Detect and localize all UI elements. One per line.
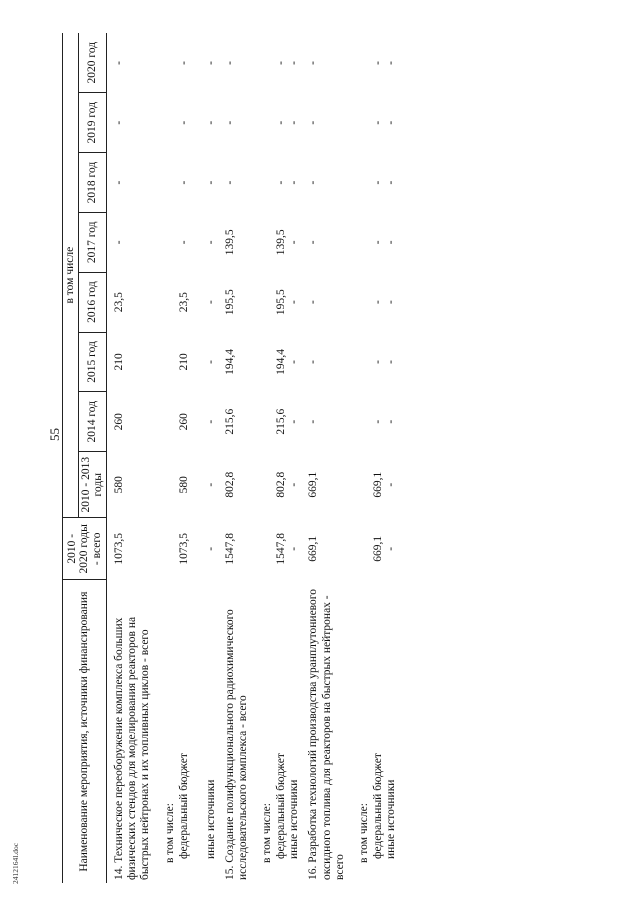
row-value: - [307,419,320,424]
row-value: 669,1 [307,471,320,498]
table-body [106,33,398,883]
row-value: - [307,300,320,305]
row-empty-cell [348,392,372,452]
table-row [275,33,288,883]
row-value: - [204,360,217,364]
row-name: 16. Разработка технологий производства уранплутониевого оксидного топлива для реакторов на быстрых нейтронах - всего [307,589,346,880]
row-name: федеральный бюджет [275,753,288,859]
row-empty-cell [251,392,275,452]
footer-document-code: 2412164l.doc [11,842,20,884]
row-empty-cell [154,33,178,93]
row-value: - [372,61,385,65]
row-value: 139,5 [223,229,236,256]
row-empty-cell [348,332,372,392]
row-value: - [204,419,217,424]
row-value: - [385,546,398,551]
row-value: - [385,360,398,364]
row-empty-cell [348,452,372,518]
table-row [178,33,191,883]
header-name: Наименование мероприятия, источники финансирования [63,580,107,883]
row-value: - [385,120,398,125]
row-name: 14. Техническое переоборужение комплекса больших физических стендов для моделирования реакторов на быстрых нейтронах и их топливных циклов - всего [112,616,152,880]
row-value: 1547,8 [275,532,288,565]
row-empty-cell [348,518,372,580]
row-value: - [177,61,190,65]
table-row [218,33,251,883]
row-name: федеральный бюджет [372,753,385,859]
header-period: 2010 - 2013 годы [78,452,106,518]
row-value: 260 [112,413,125,431]
row-value: 195,5 [275,289,288,316]
financing-table [62,33,398,883]
row-value: - [372,180,385,185]
row-name: в том числе: [358,803,371,863]
row-empty-cell [348,212,372,272]
row-value: - [112,120,125,125]
row-value: - [204,61,217,65]
row-value: 210 [177,353,190,371]
row-value: - [372,419,385,424]
row-value: - [112,240,125,245]
row-value: - [385,419,398,424]
row-value: - [275,61,288,65]
row-empty-cell [348,153,372,213]
row-value: 215,6 [275,408,288,435]
row-name: федеральный бюджет [177,753,190,859]
row-name: 15. Создание полифункционального радиохимического исследовательского комплекса - всего [223,609,250,880]
header-period: 2015 год [78,332,106,392]
row-name: иные источники [385,779,398,859]
row-empty-cell [251,332,275,392]
row-value: - [288,61,301,65]
row-value: - [204,546,217,551]
row-value: 215,6 [223,408,236,435]
row-value: - [223,180,236,185]
table-row [154,33,178,883]
table-header [63,33,107,883]
header-period: 2018 год [78,153,106,213]
row-value: 194,4 [275,348,288,375]
table-row [251,33,275,883]
row-empty-cell [251,33,275,93]
row-value: 669,1 [372,471,385,498]
table-row [385,33,398,883]
row-value: - [112,180,125,185]
row-value: 23,5 [177,292,190,313]
row-value: - [372,300,385,305]
table-row [191,33,218,883]
header-period: 2016 год [78,272,106,332]
row-empty-cell [348,33,372,93]
row-empty-cell [154,518,178,580]
row-value: - [288,240,301,245]
row-value: - [288,180,301,185]
header-period: 2017 год [78,212,106,272]
row-value: - [385,300,398,305]
table-row [372,33,385,883]
row-value: - [385,61,398,65]
row-value: - [204,240,217,245]
row-value: 669,1 [307,535,320,562]
row-empty-cell [251,452,275,518]
row-empty-cell [251,518,275,580]
row-value: - [372,240,385,245]
row-value: - [288,482,301,487]
row-empty-cell [154,93,178,153]
row-empty-cell [251,212,275,272]
row-value: - [177,180,190,185]
row-value: - [223,61,236,65]
table-row [288,33,301,883]
row-value: - [307,180,320,185]
row-value: - [372,120,385,125]
row-value: - [275,180,288,185]
row-value: - [223,120,236,125]
row-value: 580 [177,476,190,494]
row-empty-cell [348,272,372,332]
row-value: - [275,120,288,125]
row-value: - [288,546,301,551]
row-empty-cell [154,452,178,518]
row-value: 1073,5 [177,532,190,565]
row-value: - [177,120,190,125]
row-value: - [288,120,301,125]
row-value: - [372,360,385,364]
row-name: в том числе: [163,803,176,863]
row-value: - [385,482,398,487]
row-value: 802,8 [275,471,288,498]
row-value: 802,8 [223,471,236,498]
row-value: - [385,240,398,245]
row-empty-cell [154,392,178,452]
header-in-that-number: в том числе [63,33,79,518]
row-value: 1547,8 [223,532,236,565]
row-value: 1073,5 [112,532,125,565]
row-value: 194,4 [223,348,236,375]
row-value: 210 [112,353,125,371]
row-name: в том числе: [261,803,274,863]
row-value: - [288,300,301,305]
row-empty-cell [154,332,178,392]
row-value: - [204,180,217,185]
row-value: - [112,61,125,65]
row-value: - [177,240,190,245]
row-empty-cell [154,272,178,332]
row-empty-cell [251,272,275,332]
table-row [301,33,348,883]
page-number: 55 [47,428,62,441]
row-value: 580 [112,476,125,494]
row-empty-cell [251,93,275,153]
row-value: - [204,300,217,305]
row-name: иные источники [288,779,301,859]
row-value: - [288,419,301,424]
rotated-table-container [62,33,588,883]
header-period: 2014 год [78,392,106,452]
row-value: 195,5 [223,289,236,316]
row-value: 669,1 [372,535,385,562]
row-value: - [307,120,320,125]
row-empty-cell [251,153,275,213]
row-value: - [288,360,301,364]
header-period: 2020 год [78,33,106,93]
row-empty-cell [154,153,178,213]
row-value: - [307,360,320,364]
row-empty-cell [348,93,372,153]
row-empty-cell [154,212,178,272]
header-period: 2019 год [78,93,106,153]
row-value: 23,5 [112,292,125,313]
table-row [106,33,153,883]
row-value: - [204,120,217,125]
row-name: иные источники [204,779,217,859]
header-total: 2010 - 2020 годы - всего [63,518,107,580]
table-row [348,33,372,883]
row-value: - [385,180,398,185]
row-value: 260 [177,413,190,431]
row-value: 139,5 [275,229,288,256]
row-value: - [204,482,217,487]
row-value: - [307,61,320,65]
row-value: - [307,240,320,245]
